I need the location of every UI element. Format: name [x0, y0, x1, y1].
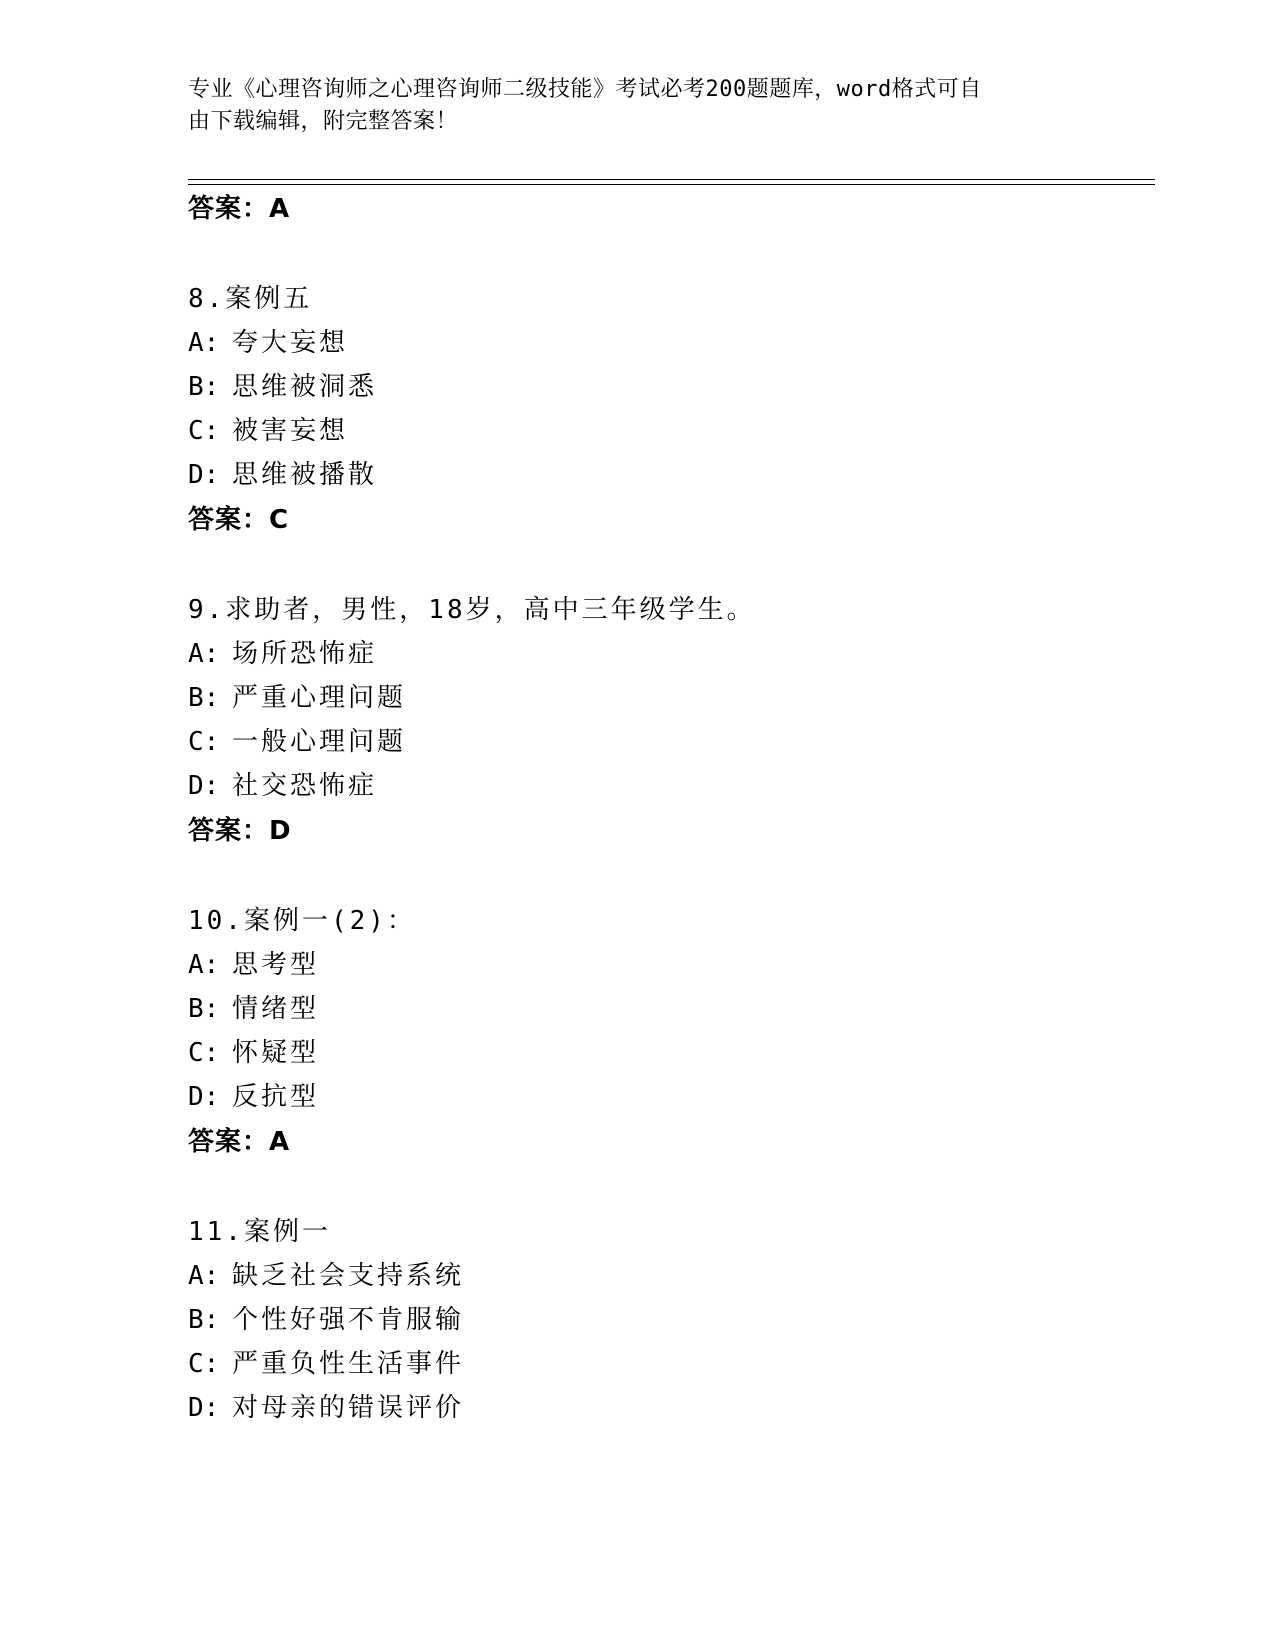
option-label: C: — [188, 727, 220, 757]
option-label: D: — [188, 460, 220, 490]
option-text: 怀疑型 — [232, 1038, 320, 1068]
option-a — [188, 1259, 464, 1293]
question-title: 8.案例五 — [188, 284, 313, 314]
document-header — [188, 74, 1068, 138]
option-text: 个性好强不肯服输 — [232, 1305, 465, 1335]
header-line-1: 专业《心理咨询师之心理咨询师二级技能》考试必考200题题库，word格式可自 — [188, 77, 982, 102]
option-b — [188, 992, 319, 1026]
option-text: 夸大妄想 — [232, 328, 349, 358]
option-label: D: — [188, 1082, 220, 1112]
option-d — [188, 1391, 464, 1425]
option-text: 思维被洞悉 — [232, 372, 378, 402]
option-text: 思维被播散 — [232, 460, 378, 490]
option-b — [188, 681, 406, 715]
option-text: 社交恐怖症 — [232, 771, 378, 801]
option-text: 缺乏社会支持系统 — [232, 1261, 465, 1291]
option-label: B: — [188, 1305, 220, 1335]
option-label: D: — [188, 771, 220, 801]
option-label: A: — [188, 639, 220, 669]
option-a — [188, 637, 377, 671]
option-d — [188, 769, 377, 803]
option-label: B: — [188, 994, 220, 1024]
header-rule-bottom — [188, 184, 1155, 185]
option-label: B: — [188, 683, 220, 713]
option-text: 反抗型 — [232, 1082, 320, 1112]
option-label: A: — [188, 1261, 220, 1291]
option-label: B: — [188, 372, 220, 402]
header-line-2: 由下载编辑，附完整答案！ — [188, 109, 459, 134]
option-label: A: — [188, 950, 220, 980]
option-c — [188, 725, 406, 759]
answer-line: 答案：A — [188, 1127, 291, 1157]
question-title: 11.案例一 — [188, 1217, 331, 1247]
option-label: C: — [188, 416, 220, 446]
option-text: 严重负性生活事件 — [232, 1349, 465, 1379]
option-label: C: — [188, 1038, 220, 1068]
answer-line: 答案：D — [188, 816, 292, 846]
option-b — [188, 370, 377, 404]
option-c — [188, 1347, 464, 1381]
option-text: 严重心理问题 — [232, 683, 407, 713]
option-text: 思考型 — [232, 950, 320, 980]
option-b — [188, 1303, 464, 1337]
question-title: 10.案例一(2)： — [188, 906, 416, 936]
option-text: 场所恐怖症 — [232, 639, 378, 669]
option-label: D: — [188, 1393, 220, 1423]
option-a — [188, 326, 348, 360]
option-a — [188, 948, 319, 982]
option-text: 情绪型 — [232, 994, 320, 1024]
header-rule-top — [188, 179, 1155, 180]
option-text: 一般心理问题 — [232, 727, 407, 757]
answer-line: 答案：C — [188, 505, 290, 535]
option-d — [188, 458, 377, 492]
question-title: 9.求助者，男性，18岁，高中三年级学生。 — [188, 595, 756, 625]
option-label: A: — [188, 328, 220, 358]
answer-line: 答案：A — [188, 194, 291, 224]
option-text: 被害妄想 — [232, 416, 349, 446]
option-label: C: — [188, 1349, 220, 1379]
option-text: 对母亲的错误评价 — [232, 1393, 465, 1423]
option-c — [188, 414, 348, 448]
option-d — [188, 1080, 319, 1114]
option-c — [188, 1036, 319, 1070]
